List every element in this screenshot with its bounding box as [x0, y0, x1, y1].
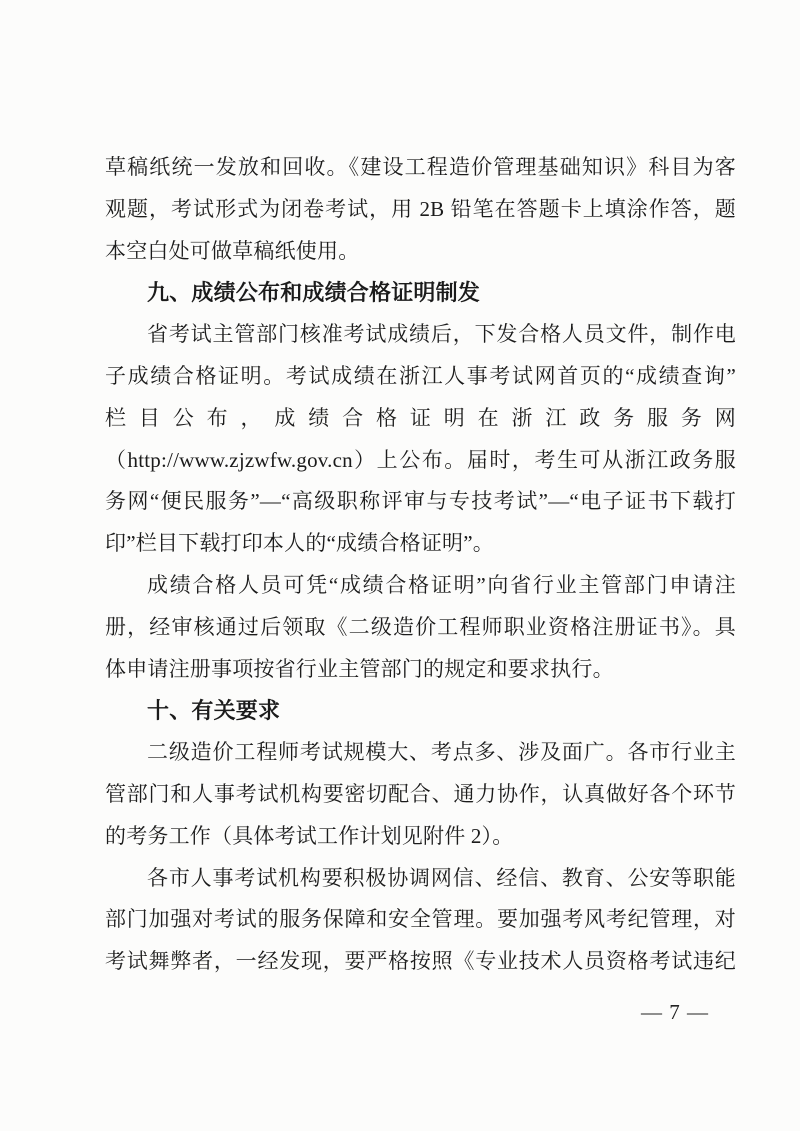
body-line: 体申请注册事项按省行业主管部门的规定和要求执行。 [105, 656, 614, 681]
section-heading-10: 十、有关要求 [147, 698, 281, 724]
body-line: 各市人事考试机构要积极协调网信、经信、教育、公安等职能 [147, 865, 736, 890]
body-line: 本空白处可做草稿纸使用。 [105, 238, 360, 263]
body-line: 二级造价工程师考试规模大、考点多、涉及面广。各市行业主 [147, 740, 736, 765]
body-line: 印”栏目下载打印本人的“成绩合格证明”。 [105, 531, 494, 556]
body-line: 务网“便民服务”—“高级职称评审与专技考试”—“电子证书下载打 [105, 489, 736, 514]
body-line: 的考务工作（具体考试工作计划见附件 2）。 [105, 823, 514, 848]
body-line: 栏目公布，成绩合格证明在浙江政务服务网 [105, 405, 736, 430]
body-line: 成绩合格人员可凭“成绩合格证明”向省行业主管部门申请注 [147, 572, 736, 597]
page-number: — 7 — [641, 1000, 709, 1024]
document-body [105, 147, 736, 983]
body-line: 省考试主管部门核准考试成绩后，下发合格人员文件，制作电 [147, 322, 736, 347]
body-line: 观题，考试形式为闭卷考试，用 2B 铅笔在答题卡上填涂作答，题 [105, 196, 736, 221]
body-line: 子成绩合格证明。考试成绩在浙江人事考试网首页的“成绩查询” [105, 363, 736, 388]
body-line: 册，经审核通过后领取《二级造价工程师职业资格注册证书》。具 [105, 614, 736, 639]
body-line: 部门加强对考试的服务保障和安全管理。要加强考风考纪管理，对 [105, 907, 736, 932]
body-line: （http://www.zjzwfw.gov.cn）上公布。届时，考生可从浙江政务服 [105, 447, 736, 472]
section-heading-9: 九、成绩公布和成绩合格证明制发 [147, 280, 481, 306]
body-line: 管部门和人事考试机构要密切配合、通力协作，认真做好各个环节 [105, 781, 736, 806]
body-line: 考试舞弊者，一经发现，要严格按照《专业技术人员资格考试违纪 [105, 949, 736, 974]
body-line: 草稿纸统一发放和回收。《建设工程造价管理基础知识》科目为客 [105, 155, 736, 179]
